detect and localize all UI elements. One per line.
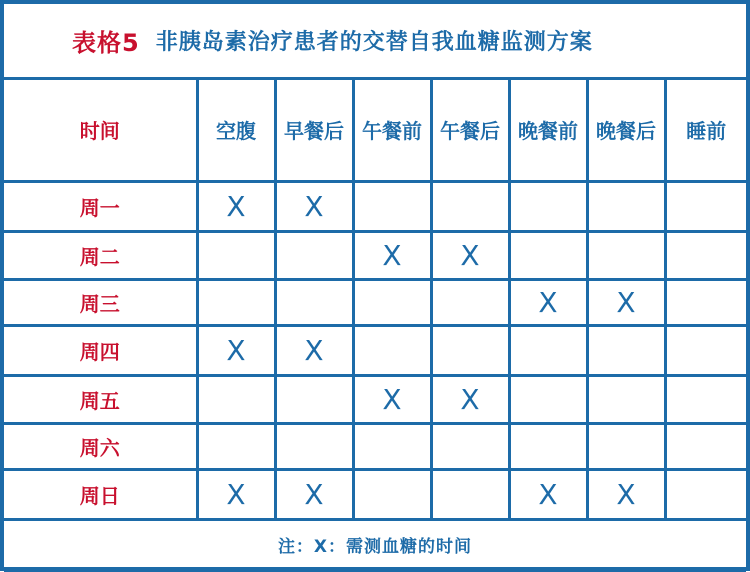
table-cell (665, 279, 746, 325)
table-cell: X (197, 469, 275, 519)
table-number: 表格5 (72, 29, 140, 57)
table-cell: X (275, 325, 353, 375)
table-row (4, 231, 746, 279)
table-row (4, 325, 746, 375)
table-cell: X (197, 325, 275, 375)
table-cell (587, 181, 665, 231)
header-col-after-dinner: 晚餐后 (587, 80, 665, 181)
table-cell (587, 375, 665, 423)
header-time: 时间 (4, 80, 197, 181)
table-cell (431, 325, 509, 375)
day-label: 周二 (4, 231, 197, 279)
footnote: 注：X：需测血糖的时间 (4, 519, 746, 570)
footnote-row (4, 519, 746, 570)
table-cell (275, 375, 353, 423)
table-row (4, 375, 746, 423)
table-cell (509, 325, 587, 375)
table-cell (509, 181, 587, 231)
day-label: 周三 (4, 279, 197, 325)
table-cell (197, 231, 275, 279)
table-cell (275, 279, 353, 325)
header-col-before-dinner: 晚餐前 (509, 80, 587, 181)
table-title: 非胰岛素治疗患者的交替自我血糖监测方案 (155, 30, 593, 55)
day-label: 周五 (4, 375, 197, 423)
table-cell (197, 279, 275, 325)
table-cell (665, 423, 746, 469)
table-cell: X (509, 279, 587, 325)
table-row (4, 181, 746, 231)
table-row (4, 469, 746, 519)
table-cell (353, 325, 431, 375)
table-cell (353, 469, 431, 519)
table-cell (275, 423, 353, 469)
table-cell: X (353, 231, 431, 279)
table-cell (587, 423, 665, 469)
table-cell (197, 375, 275, 423)
table-cell (431, 423, 509, 469)
day-label: 周日 (4, 469, 197, 519)
table-cell: X (197, 181, 275, 231)
table-cell (431, 279, 509, 325)
table-cell (431, 469, 509, 519)
header-col-before-lunch: 午餐前 (353, 80, 431, 181)
table-cell: X (275, 181, 353, 231)
table-cell: X (353, 375, 431, 423)
table-cell (197, 423, 275, 469)
table-row (4, 279, 746, 325)
table-cell (665, 469, 746, 519)
table-cell (509, 231, 587, 279)
table-cell (665, 375, 746, 423)
header-col-after-breakfast: 早餐后 (275, 80, 353, 181)
table-cell (665, 325, 746, 375)
day-label: 周六 (4, 423, 197, 469)
day-label: 周四 (4, 325, 197, 375)
table-cell (353, 181, 431, 231)
header-col-fasting: 空腹 (197, 80, 275, 181)
table-cell: X (431, 231, 509, 279)
monitoring-table (4, 80, 746, 572)
table-cell (431, 181, 509, 231)
title-bar (4, 4, 746, 80)
table-cell (353, 279, 431, 325)
day-label: 周一 (4, 181, 197, 231)
table-cell: X (587, 469, 665, 519)
header-row (4, 80, 746, 181)
table-cell (587, 231, 665, 279)
table-cell (509, 375, 587, 423)
header-col-after-lunch: 午餐后 (431, 80, 509, 181)
table-cell (665, 181, 746, 231)
table-row (4, 423, 746, 469)
table-cell (275, 231, 353, 279)
table-cell (587, 325, 665, 375)
table-cell: X (431, 375, 509, 423)
table-cell (353, 423, 431, 469)
table-cell: X (587, 279, 665, 325)
header-col-bedtime: 睡前 (665, 80, 746, 181)
table-cell: X (509, 469, 587, 519)
table-cell (665, 231, 746, 279)
table-cell (509, 423, 587, 469)
table-cell: X (275, 469, 353, 519)
